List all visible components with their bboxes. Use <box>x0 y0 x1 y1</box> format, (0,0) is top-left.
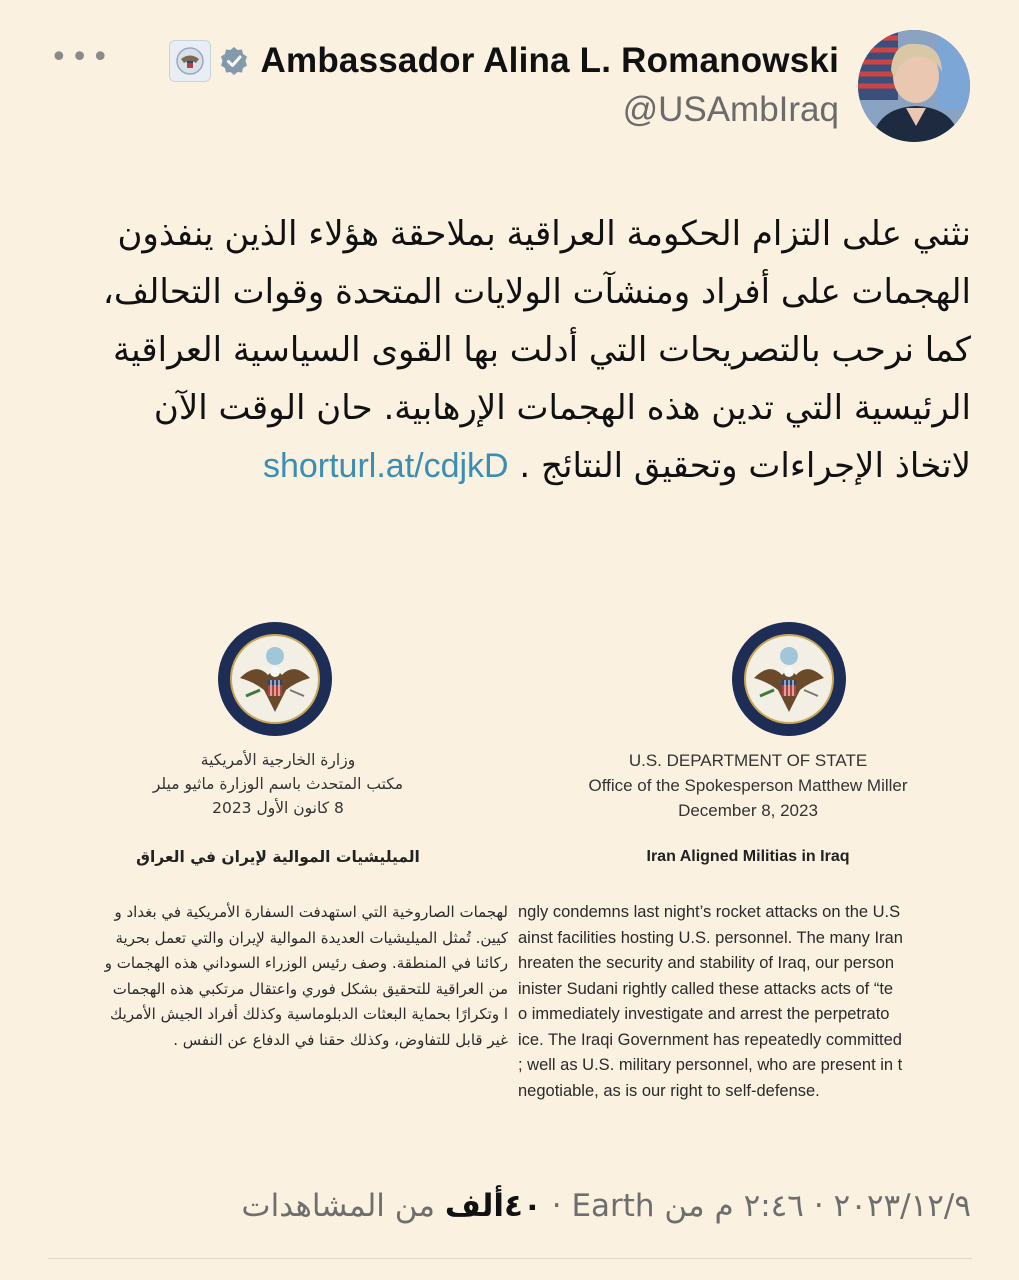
english-title: Iran Aligned Militias in Iraq <box>646 848 850 865</box>
arabic-line: ركائنا في المنطقة. وصف رئيس الوزراء السوداني هذه الهجمات و <box>104 954 508 972</box>
views-label: من المشاهدات <box>241 1188 435 1224</box>
tweet-date[interactable]: ٢٠٢٣/١٢/٩ <box>833 1188 971 1224</box>
attached-statement-image[interactable] <box>48 592 978 1112</box>
english-line: negotiable, as is our right to self-defense. <box>518 1081 820 1100</box>
statement-english-heading <box>518 748 978 823</box>
arabic-office: مكتب المتحدث باسم الوزارة ماثيو ميلر <box>152 775 404 793</box>
arabic-line: لهجمات الصاروخية التي استهدفت السفارة الأمريكية في بغداد و <box>114 903 508 921</box>
arabic-line: كيين. تُمثل الميليشيات العديدة الموالية لإيران والتي تعمل بحرية <box>115 928 508 947</box>
english-line: hreaten the security and stability of Iraq, our person <box>518 954 895 972</box>
divider <box>48 1258 972 1259</box>
department-of-state-seal-icon <box>730 620 848 738</box>
arabic-title: الميليشيات الموالية لإيران في العراق <box>136 848 420 866</box>
author-display-name[interactable]: Ambassador Alina L. Romanowski <box>260 41 839 80</box>
government-seal-badge-icon <box>169 40 211 82</box>
tweet-header <box>0 0 1019 150</box>
english-line: ice. The Iraqi Government has repeatedly committed <box>518 1030 902 1049</box>
english-dept: U.S. DEPARTMENT OF STATE <box>628 751 868 770</box>
department-of-state-seal-icon <box>216 620 334 738</box>
tweet-body: نثني على التزام الحكومة العراقية بملاحقة هؤلاء الذين ينفذون الهجمات على أفراد ومنشآت الولايات المتحدة وقوات التحالف، كما نرحب بالتصريحات التي أدلت بها القوى السياسية العراقية الرئيسية التي تدين هذه الهجمات الإرهابية. حان الوقت الآن لاتخاذ الإجراءات وتحقيق النتائج . <box>102 214 971 486</box>
english-line: ngly condemns last night’s rocket attacks on the U.S <box>518 903 901 921</box>
english-office: Office of the Spokesperson Matthew Miller <box>588 776 908 795</box>
tweet-metadata: ٢٠٢٣/١٢/٩ · ٢:٤٦ م من Earth · ٤٠ألف من المشاهدات <box>241 1188 971 1224</box>
english-line: ; well as U.S. military personnel, who are present in t <box>518 1056 903 1074</box>
author-avatar[interactable] <box>858 30 970 142</box>
arabic-dept: وزارة الخارجية الأمريكية <box>200 751 356 769</box>
english-line: inister Sudani rightly called these attacks acts of “te <box>518 979 894 998</box>
english-body <box>518 900 978 1104</box>
verified-badge-icon <box>219 46 249 76</box>
views-count[interactable]: ٤٠ألف <box>444 1188 542 1224</box>
tweet-time[interactable]: ٢:٤٦ م <box>714 1188 804 1224</box>
tweet-link[interactable]: shorturl.at/cdjkD <box>262 447 509 485</box>
english-line: o immediately investigate and arrest the perpetrato <box>518 1005 890 1023</box>
more-options-icon[interactable]: ••• <box>50 40 113 75</box>
author-name-row[interactable] <box>169 40 839 82</box>
author-handle[interactable]: @USAmbIraq <box>622 90 839 129</box>
tweet-text <box>91 205 971 495</box>
tweet-source: من Earth <box>571 1188 705 1224</box>
arabic-line: من العراقية للتحقيق بشكل فوري واعتقال مرتكبي هذه الهجمات <box>112 979 508 998</box>
arabic-line: غير قابل للتفاوض، وكذلك حقنا في الدفاع عن النفس . <box>173 1030 508 1049</box>
arabic-line: ا وتكرارًا بحماية البعثات الدبلوماسية وكذلك أفراد الجيش الأمريك <box>110 1005 508 1023</box>
arabic-body <box>48 900 508 1053</box>
english-line: ainst facilities hosting U.S. personnel. The many Iran <box>518 928 903 947</box>
english-date: December 8, 2023 <box>678 801 818 820</box>
arabic-date: 8 كانون الأول 2023 <box>212 799 344 817</box>
statement-arabic-heading <box>48 748 508 820</box>
